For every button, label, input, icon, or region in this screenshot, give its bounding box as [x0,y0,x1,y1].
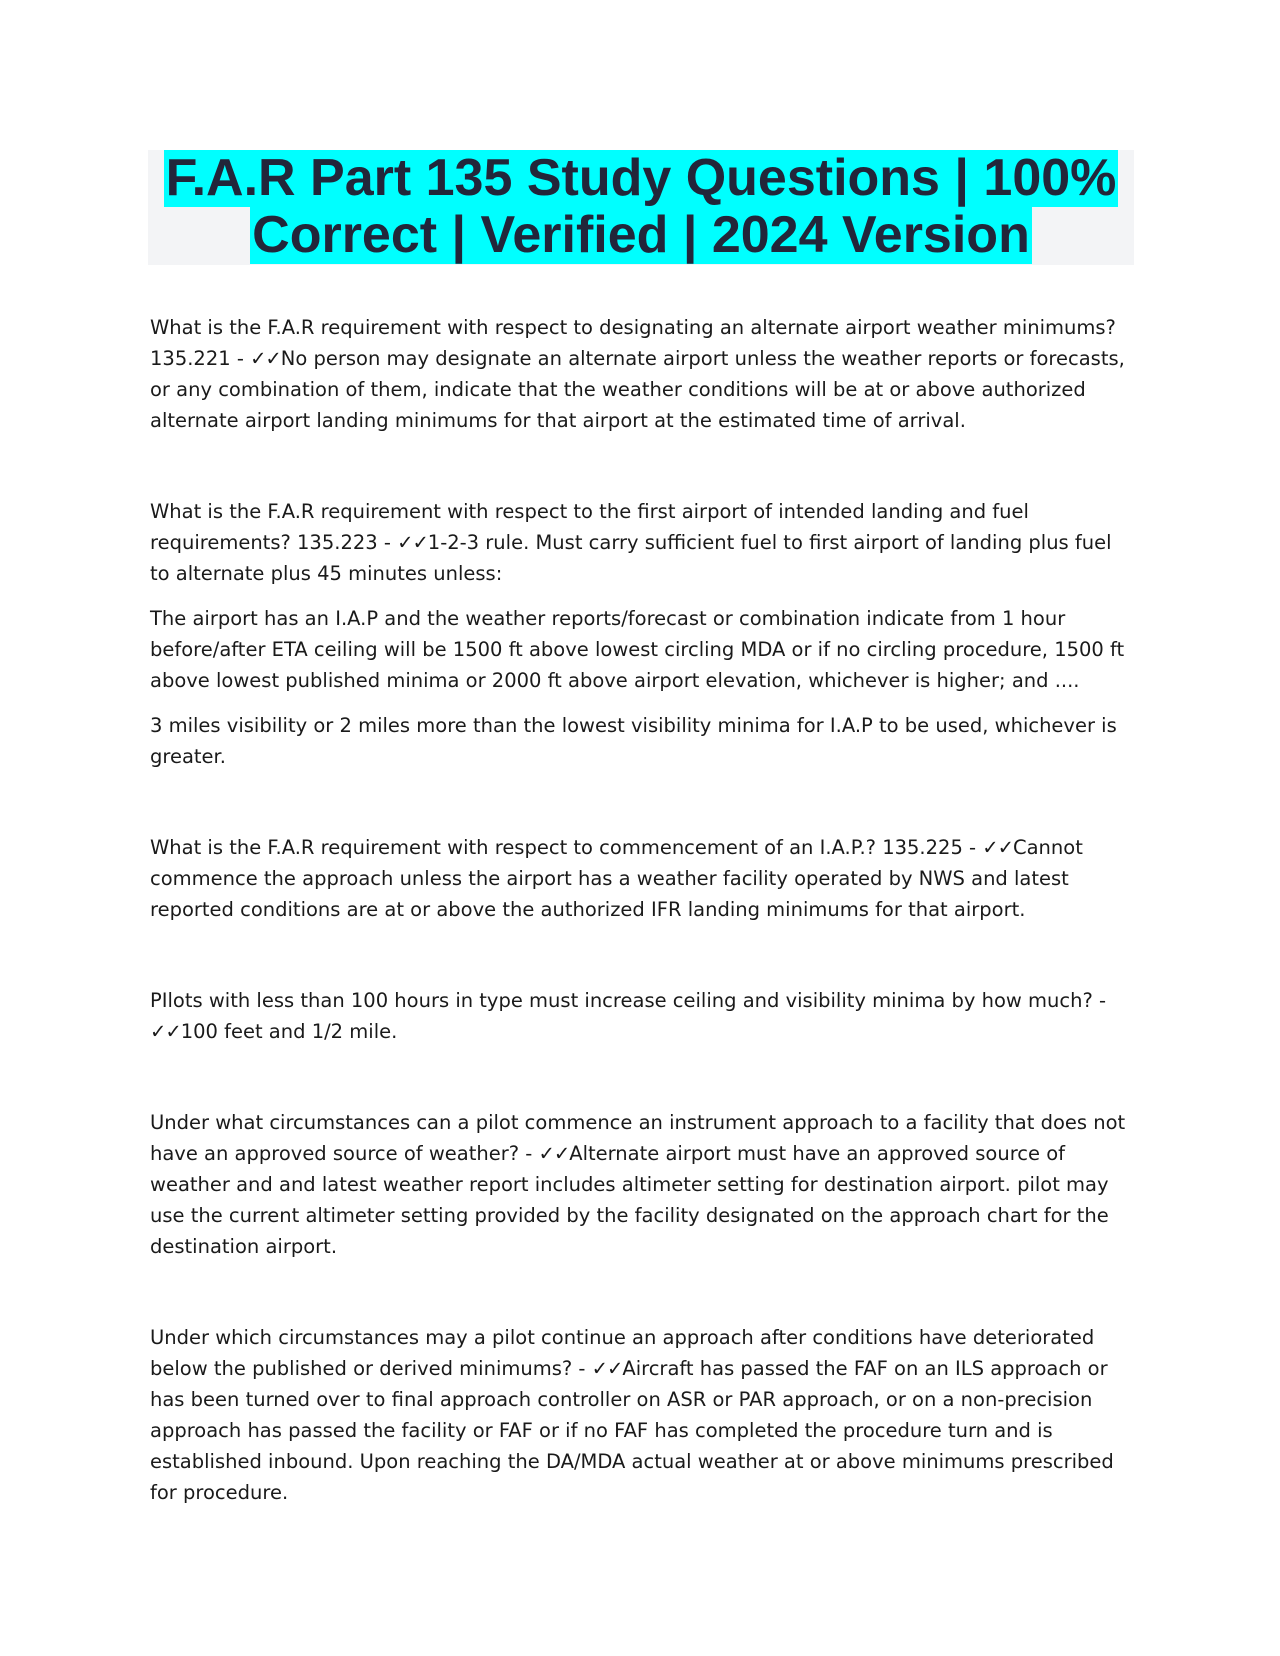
qa-item [150,312,1130,436]
answer-paragraph: The airport has an I.A.P and the weather reports/forecast or combination indicate from 1 hour before/after ETA ceiling will be 1500 ft above lowest circling MDA or if no circling procedure, 1500 ft above lowest published minima or 2000 ft above airport elevation, whichever is higher; and .... [150,607,1125,692]
qa-paragraph [150,312,1130,436]
qa-paragraph [150,1107,1130,1262]
answer-text: Aircraft has passed the FAF on an ILS approach or has been turned over to final approach controller on ASR or PAR approach, or on a non-precision approach has passed the facility or FAF or if no FAF has completed the procedure turn and is established inbound. Upon reaching the DA/MDA actual weather at or above minimums prescribed for procedure. [150,1357,1114,1504]
qa-item [150,832,1130,925]
answer-text: 100 feet and 1/2 mile. [180,1020,398,1043]
question-text: Under what circumstances can a pilot commence an instrument approach to a facility that does not have an approved source of weather? - [150,1111,1126,1165]
qa-paragraph [150,832,1130,925]
check-mark-icon: ✓✓ [397,531,428,554]
check-mark-icon: ✓✓ [538,1142,570,1165]
question-text: What is the F.A.R requirement with respect to the first airport of intended landing and fuel requirements? 135.223 - [150,500,1029,554]
check-mark-icon: ✓✓ [591,1357,623,1380]
answer-paragraph: 3 miles visibility or 2 miles more than the lowest visibility minima for I.A.P to be used, whichever is greater. [150,714,1117,768]
qa-paragraph [150,496,1130,589]
check-mark-icon: ✓✓ [250,347,281,370]
check-mark-icon: ✓✓ [150,1020,181,1043]
question-text: Under which circumstances may a pilot continue an approach after conditions have deteriorated below the published or derived minimums? - [150,1326,1095,1380]
title-line-2: Correct | Verified | 2024 Version [252,206,1030,264]
qa-item [150,1322,1130,1508]
question-text: PIlots with less than 100 hours in type must increase ceiling and visibility minima by how much? - [150,989,1107,1012]
check-mark-icon: ✓✓ [982,836,1013,859]
qa-item [150,1107,1130,1262]
answer-text: Cannot commence the approach unless the airport has a weather facility operated by NWS and latest reported conditions are at or above the authorized IFR landing minimums for that airport. [150,836,1083,921]
qa-list [150,312,1130,1568]
title-line-1: F.A.R Part 135 Study Questions | 100% [165,149,1117,207]
question-text: What is the F.A.R requirement with respect to commencement of an I.A.P.? 135.225 - [150,836,977,859]
qa-paragraph [150,1322,1130,1508]
qa-item [150,985,1130,1047]
qa-item [150,496,1130,772]
question-text: What is the F.A.R requirement with respect to designating an alternate airport weather minimums? 135.221 - [150,316,1116,370]
answer-text: 1-2-3 rule. Must carry sufficient fuel to first airport of landing plus fuel to alternate plus 45 minutes unless: [150,531,1112,585]
document-title [148,150,1134,265]
answer-text: No person may designate an alternate airport unless the weather reports or forecasts, or any combination of them, indicate that the weather conditions will be at or above authorized alternate airport landing minimums for that airport at the estimated time of arrival. [150,347,1125,432]
qa-paragraph [150,985,1130,1047]
answer-text: Alternate airport must have an approved source of weather and and latest weather report includes altimeter setting for destination airport. pilot may use the current altimeter setting provided by the facility designated on the approach chart for the destination airport. [150,1142,1109,1258]
